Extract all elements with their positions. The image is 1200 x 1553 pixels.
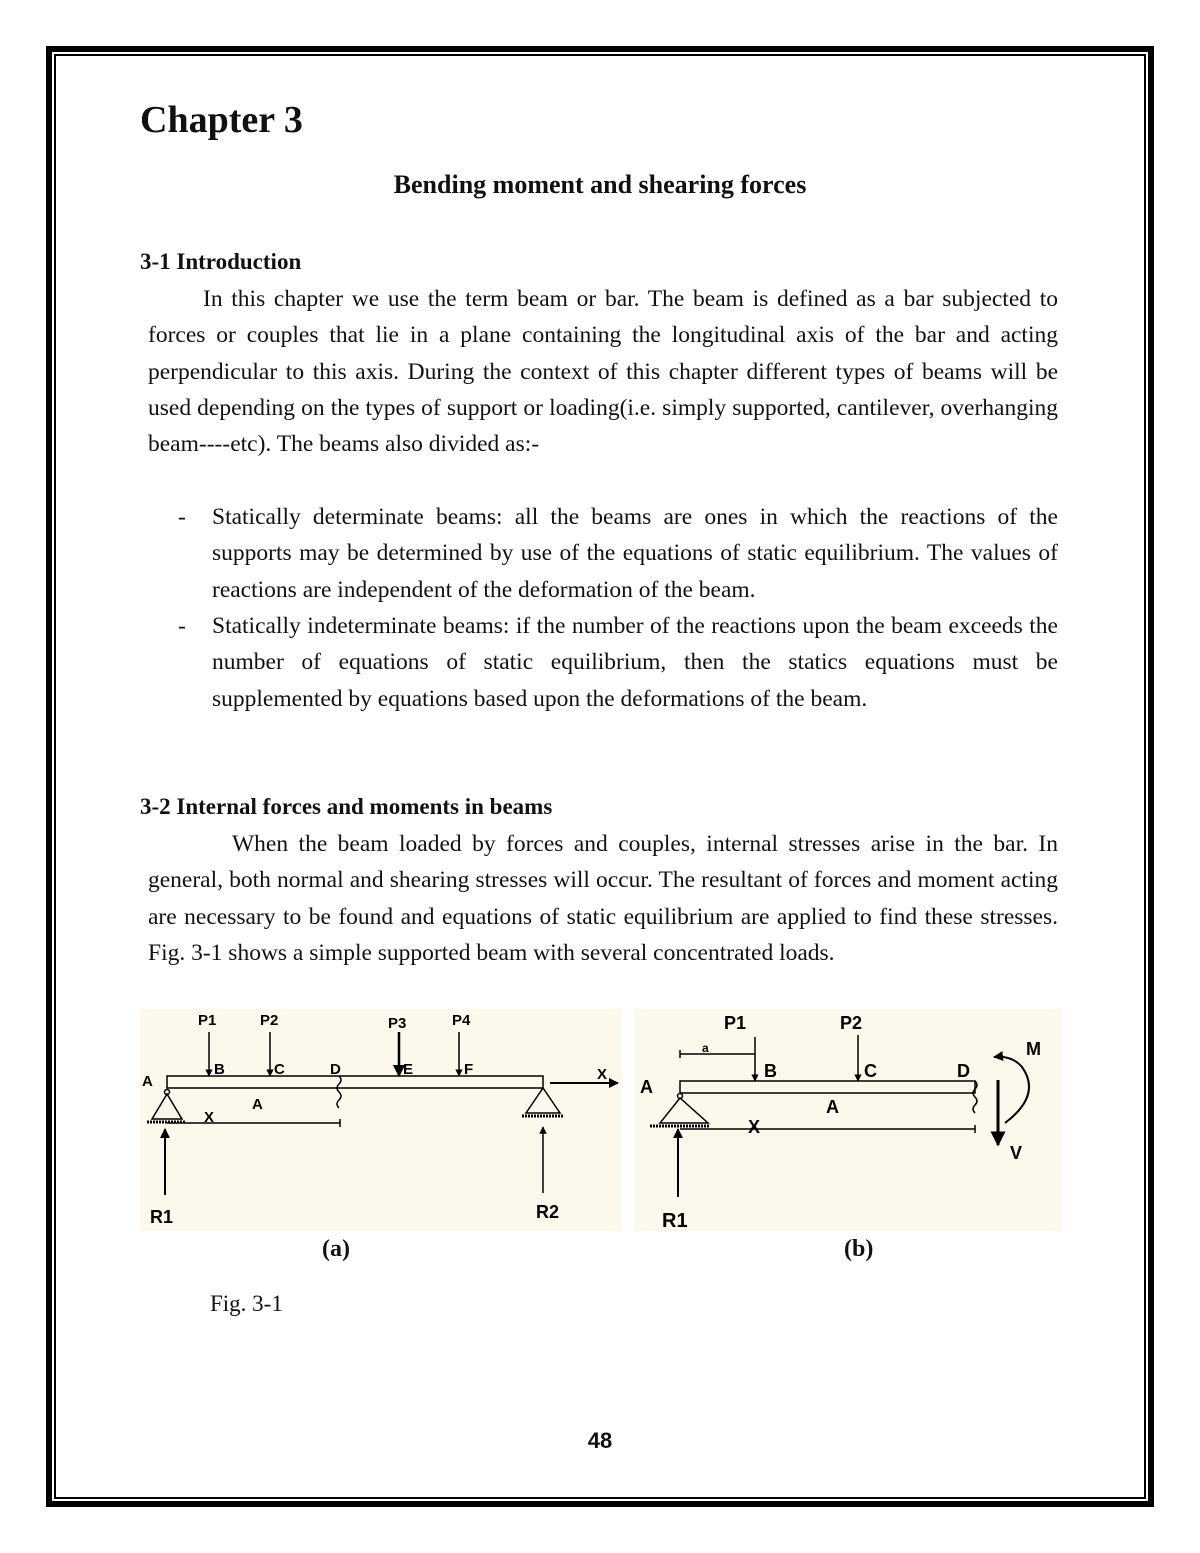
chapter-heading: Chapter 3 [140, 99, 303, 141]
figure-a-beam-diagram [140, 1005, 624, 1233]
bullet-determinate: Statically determinate beams: all the beams are ones in which the reactions of the supports may be determined by use of the equations of static equilibrium. The values of reactions are independent of the deformation of the beam. [212, 504, 1058, 603]
label-c: C [864, 1061, 877, 1081]
figure-a-caption: (a) [322, 1236, 350, 1262]
label-a-dim: a [702, 1041, 709, 1055]
label-p1: P1 [198, 1012, 217, 1029]
label-v: V [1010, 1143, 1023, 1163]
label-p2: P2 [260, 1012, 279, 1029]
chapter-title: Bending moment and shearing forces [393, 170, 807, 199]
section-heading-introduction: 3-1 Introduction [140, 249, 302, 274]
label-d: D [957, 1061, 970, 1081]
label-r1: R1 [662, 1210, 688, 1232]
bullet-marker: - [178, 613, 186, 639]
label-x-dim: X [748, 1117, 761, 1137]
intro-paragraph: In this chapter we use the term beam or bar. The beam is defined as a bar subjected to forces or couples that lie in a plane containing the longitudinal axis of the bar and acting perpendicular to this axis. During the context of this chapter different types of beams will be used depending on the types of support or loading(i.e. simply supported, cantilever, overhanging beam----etc). The beams also divided as:- [148, 286, 1058, 458]
label-p4: P4 [452, 1012, 471, 1029]
label-x-dim: X [204, 1109, 215, 1126]
label-c: C [274, 1061, 285, 1078]
label-m: M [1026, 1039, 1041, 1059]
figure-b-beam-section-diagram [630, 1005, 1062, 1233]
label-p2: P2 [840, 1013, 863, 1033]
figure-caption: Fig. 3-1 [210, 1291, 283, 1316]
figure-b-caption: (b) [844, 1236, 874, 1262]
label-x-axis: X [597, 1066, 608, 1083]
bullet-marker: - [178, 504, 186, 530]
label-a-area: A [826, 1097, 839, 1117]
label-p3: P3 [388, 1015, 407, 1032]
internal-forces-paragraph: When the beam loaded by forces and couples, internal stresses arise in the bar. In general, both normal and shearing stresses will occur. The resultant of forces and moment acting are necessary to be found and equations of static equilibrium are applied to find these stresses. Fig. 3-1 shows a simple supported beam with several concentrated loads. [148, 831, 1058, 966]
label-a-area: A [252, 1096, 263, 1113]
label-a-end: A [142, 1073, 153, 1090]
label-a-end: A [640, 1077, 653, 1097]
label-r1: R1 [150, 1207, 174, 1227]
section-heading-internal-forces: 3-2 Internal forces and moments in beams [140, 794, 553, 819]
page-number: 48 [587, 1428, 613, 1453]
label-f: F [464, 1061, 474, 1078]
label-b: B [764, 1061, 777, 1081]
label-r2: R2 [536, 1202, 560, 1222]
label-b: B [214, 1061, 225, 1078]
label-e: E [403, 1061, 414, 1078]
label-p1: P1 [724, 1013, 747, 1033]
label-d: D [330, 1061, 341, 1078]
bullet-indeterminate: Statically indeterminate beams: if the number of the reactions upon the beam exceeds the number of equations of static equilibrium, then the statics equations must be supplemented by equations based upon the deformations of the beam. [212, 613, 1058, 712]
